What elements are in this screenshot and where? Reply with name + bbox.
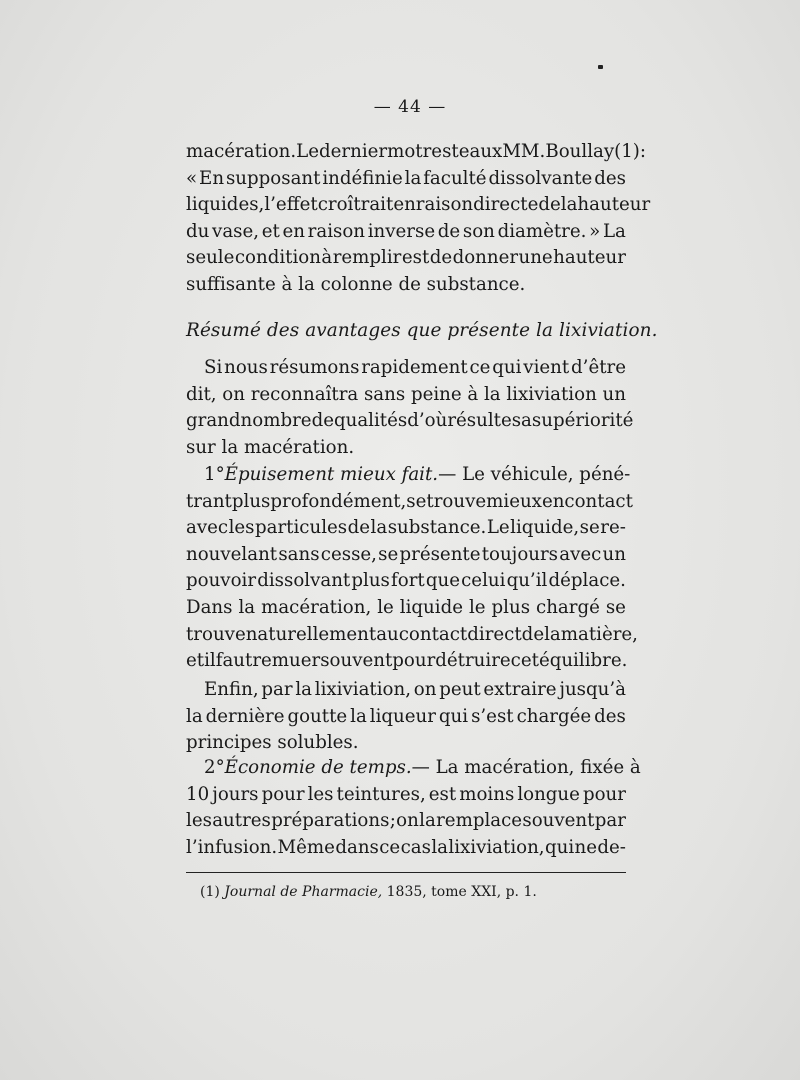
text-line: principes solubles. <box>186 732 359 754</box>
text-line-segment: — Le véhicule, péné- <box>438 464 631 485</box>
footnote <box>200 884 537 900</box>
text-line-segment: — La macération, fixée à <box>411 757 641 778</box>
text-line: sur la macération. <box>186 436 355 458</box>
footnote-journal: Journal de Pharmacie, <box>224 884 383 900</box>
item-1-first-line <box>186 462 631 489</box>
text-line: Enfin, par la lixiviation, on peut extraire jusqu’à <box>204 679 626 700</box>
text-line: dit, on reconnaîtra sans peine à la lixiviation un <box>186 383 626 405</box>
text-line: Si nous résumons rapidement ce qui vient d’être <box>204 357 626 378</box>
text-line: Dans la macération, le liquide le plus chargé se <box>186 596 626 618</box>
item-2-number: 2° <box>204 757 225 778</box>
text-line: l’infusion. Même dans ce cas la lixiviation, qui ne de- <box>186 836 626 858</box>
text-line: la dernière goutte la liqueur qui s’est chargée des <box>186 705 626 727</box>
text-line: trant plus profondément, se trouve mieux en contact <box>186 490 633 512</box>
text-line: grand nombre de qualités d’où résulte sa supériorité <box>186 410 634 432</box>
footnote-marker: (1) <box>200 884 220 900</box>
text-line: suffisante à la colonne de substance. <box>186 273 526 295</box>
paragraph-2 <box>186 355 634 461</box>
text-line: pouvoir dissolvant plus fort que celui qu’il déplace. <box>186 570 626 592</box>
text-line: 10 jours pour les teintures, est moins longue pour <box>186 783 626 805</box>
ink-speck <box>598 65 603 69</box>
page-number: — 44 — <box>373 97 447 117</box>
text-line: « En supposant indéfinie la faculté dissolvante des <box>186 167 626 189</box>
text-line: trouve naturellement au contact direct de la matière, <box>186 623 638 645</box>
item-1-title: Épuisement mieux fait. <box>224 464 439 485</box>
footnote-rule <box>186 872 626 873</box>
item-2-first-line <box>186 755 641 782</box>
section-heading: Résumé des avantages que présente la lixiviation. <box>186 320 658 341</box>
item-2-title: Économie de temps. <box>224 757 412 778</box>
paragraph-3 <box>186 677 626 757</box>
text-line: avec les particules de la substance. Le liquide, se re- <box>186 517 626 539</box>
text-line: seule condition à remplir est de donner une hauteur <box>186 247 626 269</box>
item-1 <box>186 462 638 675</box>
text-line: les autres préparations ; on la remplace souvent par <box>186 810 626 832</box>
footnote-reference: 1835, tome XXI, p. 1. <box>386 884 537 900</box>
text-line: du vase, et en raison inverse de son diamètre. » La <box>186 220 626 242</box>
text-line: nouvelant sans cesse, se présente toujours avec un <box>186 543 626 565</box>
item-2 <box>186 755 641 861</box>
item-1-number: 1° <box>204 464 225 485</box>
text-line: et il faut remuer souvent pour détruire cet équilibre. <box>186 650 628 672</box>
text-line: macération. Le dernier mot reste aux MM. Boullay (1): <box>186 141 647 162</box>
paragraph-1 <box>186 139 651 299</box>
text-line: liquides, l’effet croîtrait en raison directe de la hauteur <box>186 194 651 216</box>
